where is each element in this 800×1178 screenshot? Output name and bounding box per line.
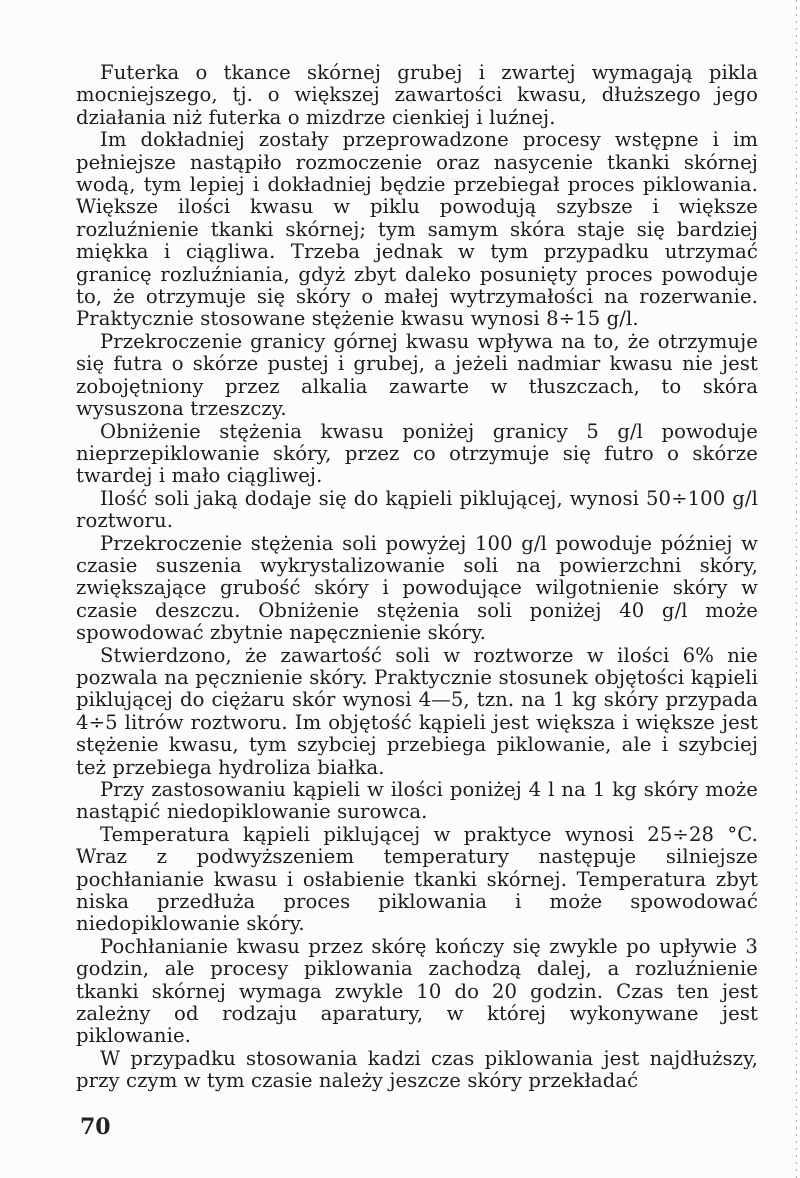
page-edge	[796, 0, 797, 1178]
paragraph: Przekroczenie granicy górnej kwasu wpływa na to, że otrzymuje się futra o skórze pustej i grubej, a jeżeli nadmiar kwasu nie jest zobojętniony przez alkalia zawarte w tłuszczach, to skóra wysuszona trzeszczy.	[76, 329, 758, 421]
paragraph: Pochłanianie kwasu przez skórę kończy się zwykle po upływie 3 godzin, ale procesy piklowania zachodzą dalej, a rozluźnienie tkanki skórnej wymaga zwykle 10 do 20 godzin. Czas ten jest zależny od rodzaju aparatury, w której wykonywane jest piklowanie.	[76, 934, 758, 1048]
paragraph: Im dokładniej zostały przeprowadzone procesy wstępne i im pełniejsze nastąpiło rozmoczenie oraz nasycenie tkanki skórnej wodą, tym lepiej i dokładniej będzie przebiegał proces piklowania. Większe ilości kwasu w piklu powodują szybsze i większe rozluźnienie tkanki skórnej; tym samym skóra staje się bardziej miękka i ciągliwa. Trzeba jednak w tym przypadku utrzymać granicę rozluźniania, gdyż zbyt daleko posunięty proces powoduje to, że otrzymuje się skóry o małej wytrzymałości na rozerwanie. Praktycznie stosowane stężenie kwasu wynosi 8÷15 g/l.	[76, 128, 758, 331]
paragraph: Przy zastosowaniu kąpieli w ilości poniżej 4 l na 1 kg skóry może nastąpić niedopiklowanie surowca.	[76, 778, 758, 824]
paragraph: W przypadku stosowania kadzi czas piklowania jest najdłuższy, przy czym w tym czasie należy jeszcze skóry przekładać	[76, 1046, 758, 1093]
paragraph: Futerka o tkance skórnej grubej i zwartej wymagają pikla mocniejszego, tj. o większej zawartości kwasu, dłuższego jego działania niż futerka o mizdrze cienkiej i luźnej.	[76, 61, 758, 129]
paragraph: Obniżenie stężenia kwasu poniżej granicy 5 g/l powoduje nieprzepiklowanie skóry, przez co otrzymuje się futro o skórze twardej i mało ciągliwej.	[76, 419, 758, 488]
paragraph: Stwierdzono, że zawartość soli w roztworze w ilości 6% nie pozwala na pęcznienie skóry. Praktycznie stosunek objętości kąpieli piklującej do ciężaru skór wynosi 4—5, tzn. na 1 kg skóry przypada 4÷5 litrów roztworu. Im objętość kąpieli jest większa i większe jest stężenie kwasu, tym szybciej przebiega piklowanie, ale i szybciej też przebiega hydroliza białka.	[76, 643, 758, 779]
body-text	[76, 62, 758, 1093]
paragraph: Temperatura kąpieli piklującej w praktyce wynosi 25÷28 °C. Wraz z podwyższeniem temperatury następuje silniejsze pochłanianie kwasu i osłabienie tkanki skórnej. Temperatura zbyt niska przedłuża proces piklowania i może spowodować niedopiklowanie skóry.	[76, 822, 758, 936]
paragraph: Przekroczenie stężenia soli powyżej 100 g/l powoduje później w czasie suszenia wykrystalizowanie soli na powierzchni skóry, zwiększające grubość skóry i powodujące wilgotnienie skóry w czasie deszczu. Obniżenie stężenia soli poniżej 40 g/l może spowodować zbytnie napęcznienie skóry.	[76, 531, 758, 645]
page-number: 70	[80, 1114, 111, 1140]
paragraph: Ilość soli jaką dodaje się do kąpieli piklującej, wynosi 50÷100 g/l roztworu.	[76, 486, 758, 533]
